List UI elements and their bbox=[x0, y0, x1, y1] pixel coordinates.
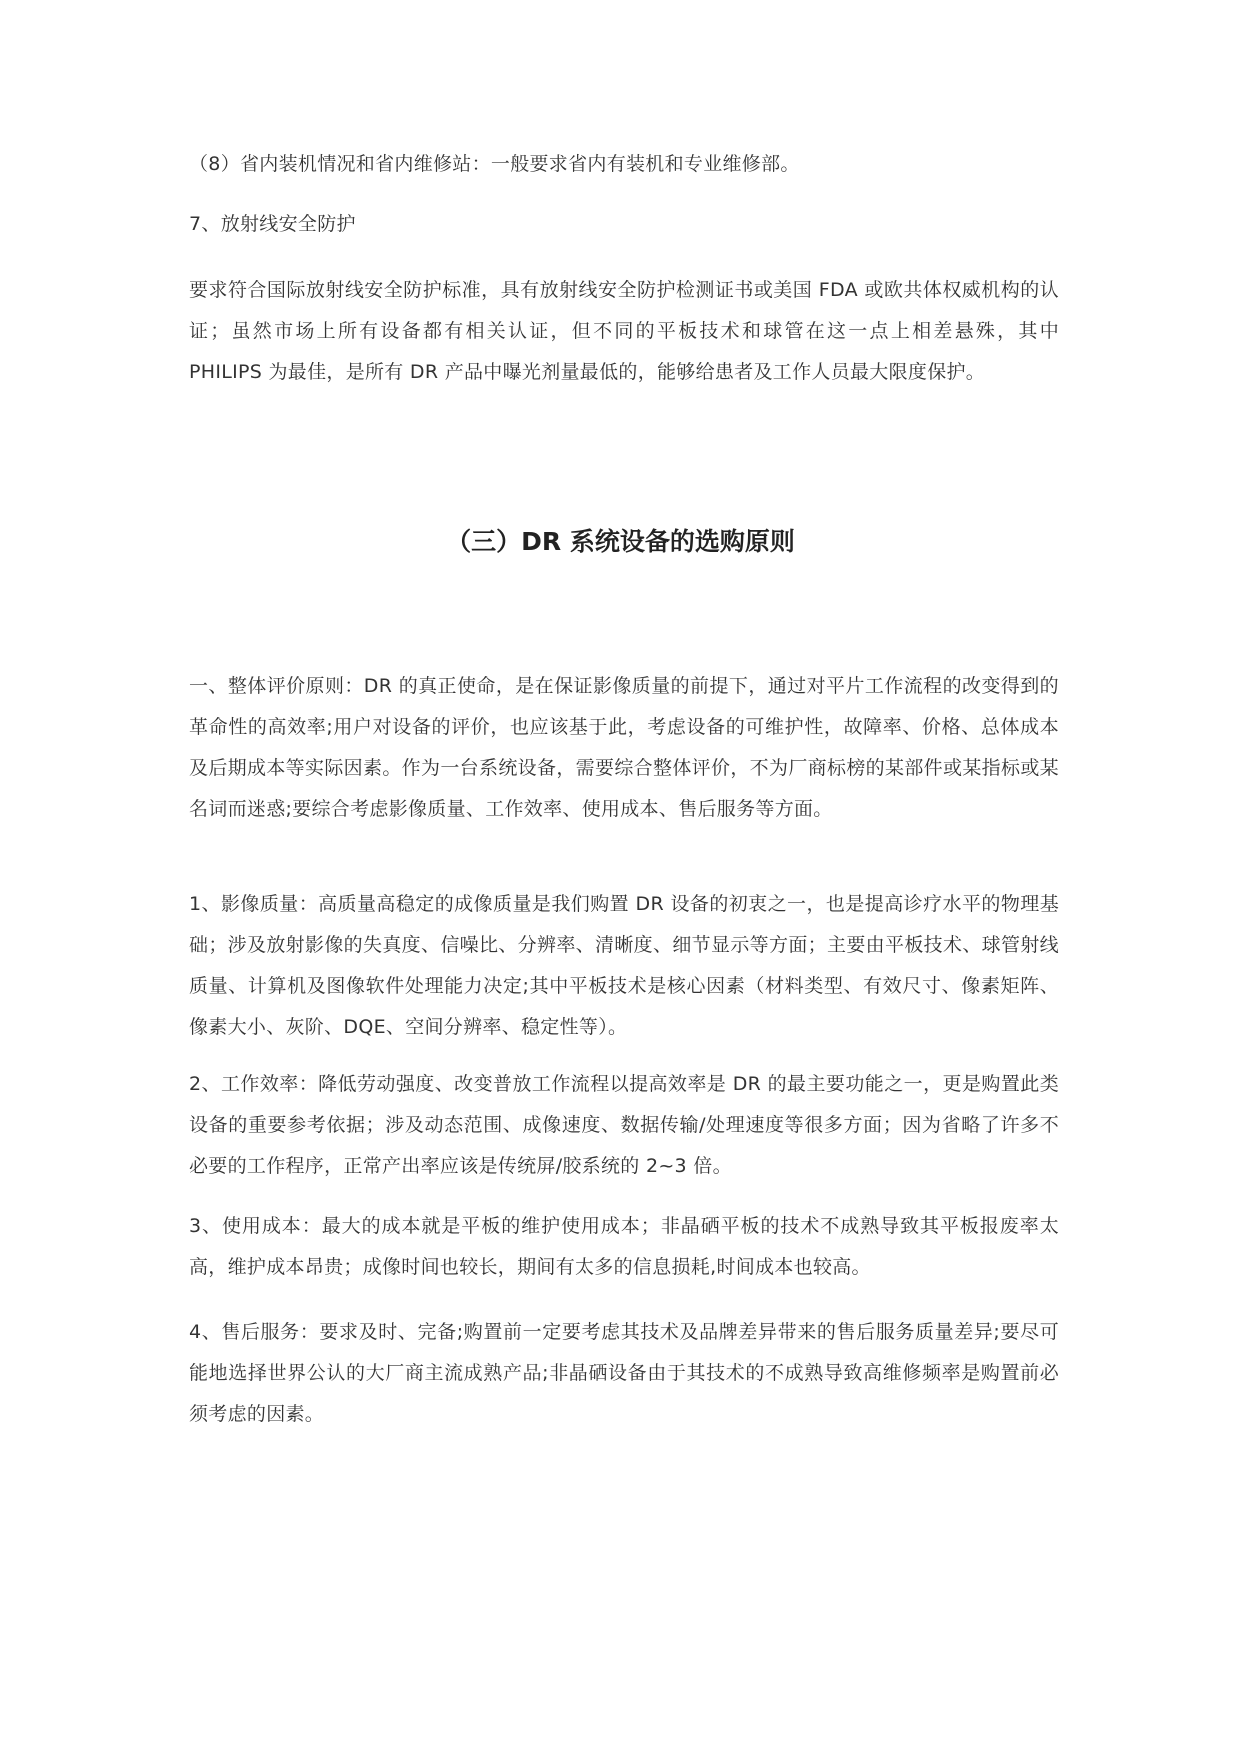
paragraph-after-sales-service: 4、售后服务：要求及时、完备;购置前一定要考虑其技术及品牌差异带来的售后服务质量差异;要尽可能地选择世界公认的大厂商主流成熟产品;非晶硒设备由于其技术的不成熟导致高维修频率是购置前必须考虑的因素。 bbox=[189, 1321, 1059, 1425]
heading-dr-selection-principles: （三）DR 系统设备的选购原则 bbox=[446, 527, 795, 556]
paragraph-radiation-safety: 要求符合国际放射线安全防护标准，具有放射线安全防护检测证书或美国 FDA 或欧共体权威机构的认证；虽然市场上所有设备都有相关认证，但不同的平板技术和球管在这一点上相差悬殊，其中 PHILIPS 为最佳，是所有 DR 产品中曝光剂量最低的，能够给患者及工作人员最大限度保护。 bbox=[189, 279, 1059, 383]
paragraph-work-efficiency: 2、工作效率：降低劳动强度、改变普放工作流程以提高效率是 DR 的最主要功能之一，更是购置此类设备的重要参考依据；涉及动态范围、成像速度、数据传输/处理速度等很多方面；因为省略了许多不必要的工作程序，正常产出率应该是传统屏/胶系统的 2~3 倍。 bbox=[189, 1073, 1059, 1177]
paragraph-overall-evaluation: 一、整体评价原则：DR 的真正使命，是在保证影像质量的前提下，通过对平片工作流程的改变得到的革命性的高效率;用户对设备的评价，也应该基于此，考虑设备的可维护性，故障率、价格、总体成本及后期成本等实际因素。作为一台系统设备，需要综合整体评价，不为厂商标榜的某部件或某指标或某名词而迷惑;要综合考虑影像质量、工作效率、使用成本、售后服务等方面。 bbox=[189, 675, 1059, 820]
paragraph-usage-cost: 3、使用成本：最大的成本就是平板的维护使用成本；非晶硒平板的技术不成熟导致其平板报废率太高，维护成本昂贵；成像时间也较长，期间有太多的信息损耗,时间成本也较高。 bbox=[189, 1215, 1059, 1278]
paragraph-local-maintenance: （8）省内装机情况和省内维修站：一般要求省内有装机和专业维修部。 bbox=[189, 153, 800, 175]
paragraph-image-quality: 1、影像质量：高质量高稳定的成像质量是我们购置 DR 设备的初衷之一，也是提高诊疗水平的物理基础；涉及放射影像的失真度、信噪比、分辨率、清晰度、细节显示等方面；主要由平板技术、球管射线质量、计算机及图像软件处理能力决定;其中平板技术是核心因素（材料类型、有效尺寸、像素矩阵、像素大小、灰阶、DQE、空间分辨率、稳定性等）。 bbox=[189, 893, 1059, 1038]
section-title-radiation-safety: 7、放射线安全防护 bbox=[189, 213, 356, 235]
